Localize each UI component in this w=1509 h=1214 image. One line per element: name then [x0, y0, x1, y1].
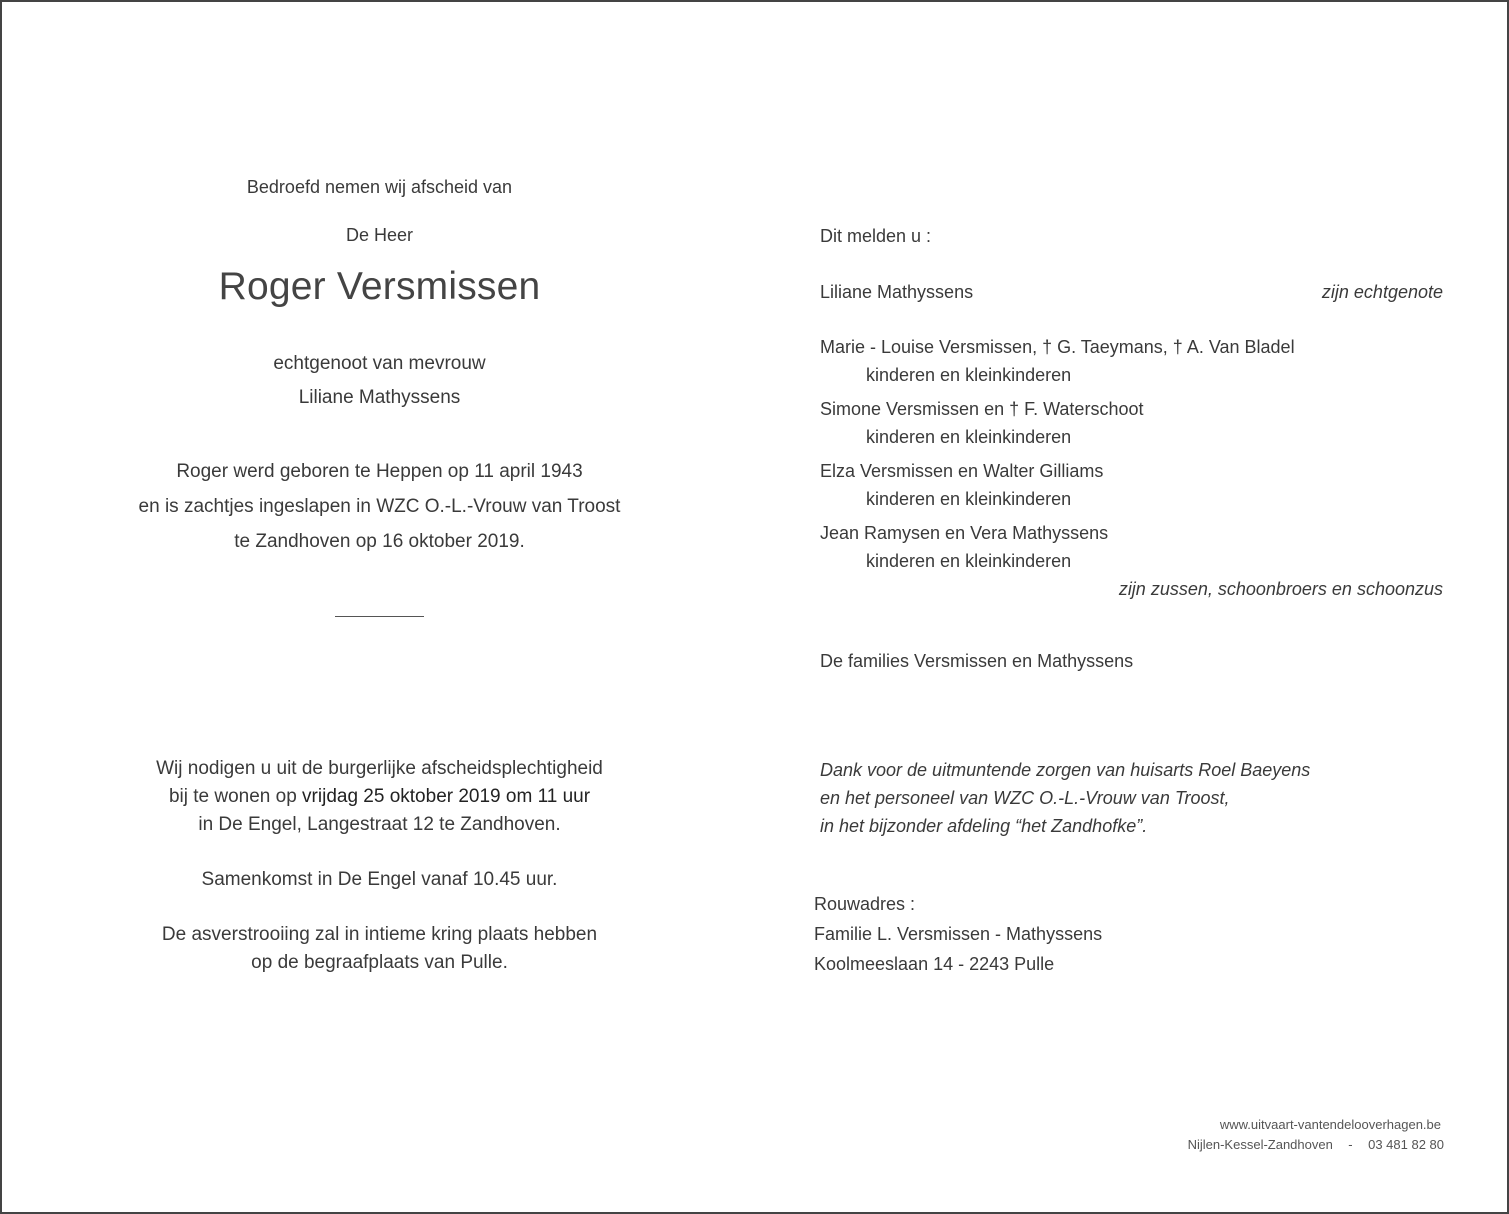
ashes-line-1: De asverstrooiing zal in intieme kring plaats hebben — [161, 924, 598, 945]
funeral-home-contact — [1188, 1137, 1444, 1152]
spouse-line-2: Liliane Mathyssens — [298, 387, 461, 408]
honorific: De Heer — [345, 225, 414, 245]
family-sub-2: kinderen en kleinkinderen — [866, 427, 1072, 447]
family-sub-1: kinderen en kleinkinderen — [866, 365, 1072, 385]
bio-line-1: Roger werd geboren te Heppen op 11 april 1943 — [176, 461, 583, 482]
funeral-home-locations: Nijlen-Kessel-Zandhoven — [1187, 1137, 1333, 1152]
invite-line-1: Wij nodigen u uit de burgerlijke afscheidsplechtigheid — [156, 758, 603, 779]
invite-line-3: in De Engel, Langestraat 12 te Zandhoven. — [198, 814, 561, 835]
thanks-line-3: in het bijzonder afdeling “het Zandhofke”. — [820, 816, 1148, 836]
family-sub-3: kinderen en kleinkinderen — [866, 489, 1072, 509]
bio-line-3: te Zandhoven op 16 oktober 2019. — [234, 531, 525, 552]
deceased-name: Roger Versmissen — [218, 265, 541, 308]
invite-prefix: bij te wonen op — [168, 786, 303, 807]
gathering-text: Samenkomst in De Engel vanaf 10.45 uur. — [201, 869, 558, 890]
funeral-home-website[interactable]: www.uitvaart-vantendelooverhagen.be — [1219, 1117, 1441, 1132]
family-name-3: Elza Versmissen en Walter Gilliams — [820, 461, 1104, 481]
spouse-role: zijn echtgenote — [1321, 282, 1443, 302]
family-name-2: Simone Versmissen en † F. Waterschoot — [820, 399, 1144, 419]
invite-line-2 — [2, 786, 757, 808]
funeral-home-phone: 03 481 82 80 — [1368, 1137, 1444, 1152]
family-name-1: Marie - Louise Versmissen, † G. Taeymans, † A. Van Bladel — [820, 337, 1295, 357]
contact-dash: - — [1348, 1137, 1353, 1152]
address-name: Familie L. Versmissen - Mathyssens — [814, 924, 1103, 944]
family-sub-4: kinderen en kleinkinderen — [866, 551, 1072, 571]
intro-text: Bedroefd nemen wij afscheid van — [246, 177, 513, 197]
spouse-name: Liliane Mathyssens — [820, 282, 974, 302]
thanks-line-2: en het personeel van WZC O.-L.-Vrouw van Troost, — [820, 788, 1230, 808]
address-label: Rouwadres : — [814, 894, 916, 914]
separator-line — [335, 616, 424, 617]
thanks-line-1: Dank voor de uitmuntende zorgen van huisarts Roel Baeyens — [820, 760, 1311, 780]
family-role: zijn zussen, schoonbroers en schoonzus — [1118, 579, 1443, 599]
ceremony-date: vrijdag 25 oktober 2019 om 11 uur — [302, 786, 591, 807]
bio-line-2: en is zachtjes ingeslapen in WZC O.-L.-Vrouw van Troost — [138, 496, 621, 517]
announce-text: Dit melden u : — [820, 226, 932, 246]
spouse-line-1: echtgenoot van mevrouw — [273, 353, 486, 374]
address-street: Koolmeeslaan 14 - 2243 Pulle — [814, 954, 1055, 974]
ashes-line-2: op de begraafplaats van Pulle. — [251, 952, 508, 973]
families-text: De families Versmissen en Mathyssens — [820, 651, 1134, 671]
family-name-4: Jean Ramysen en Vera Mathyssens — [820, 523, 1109, 543]
